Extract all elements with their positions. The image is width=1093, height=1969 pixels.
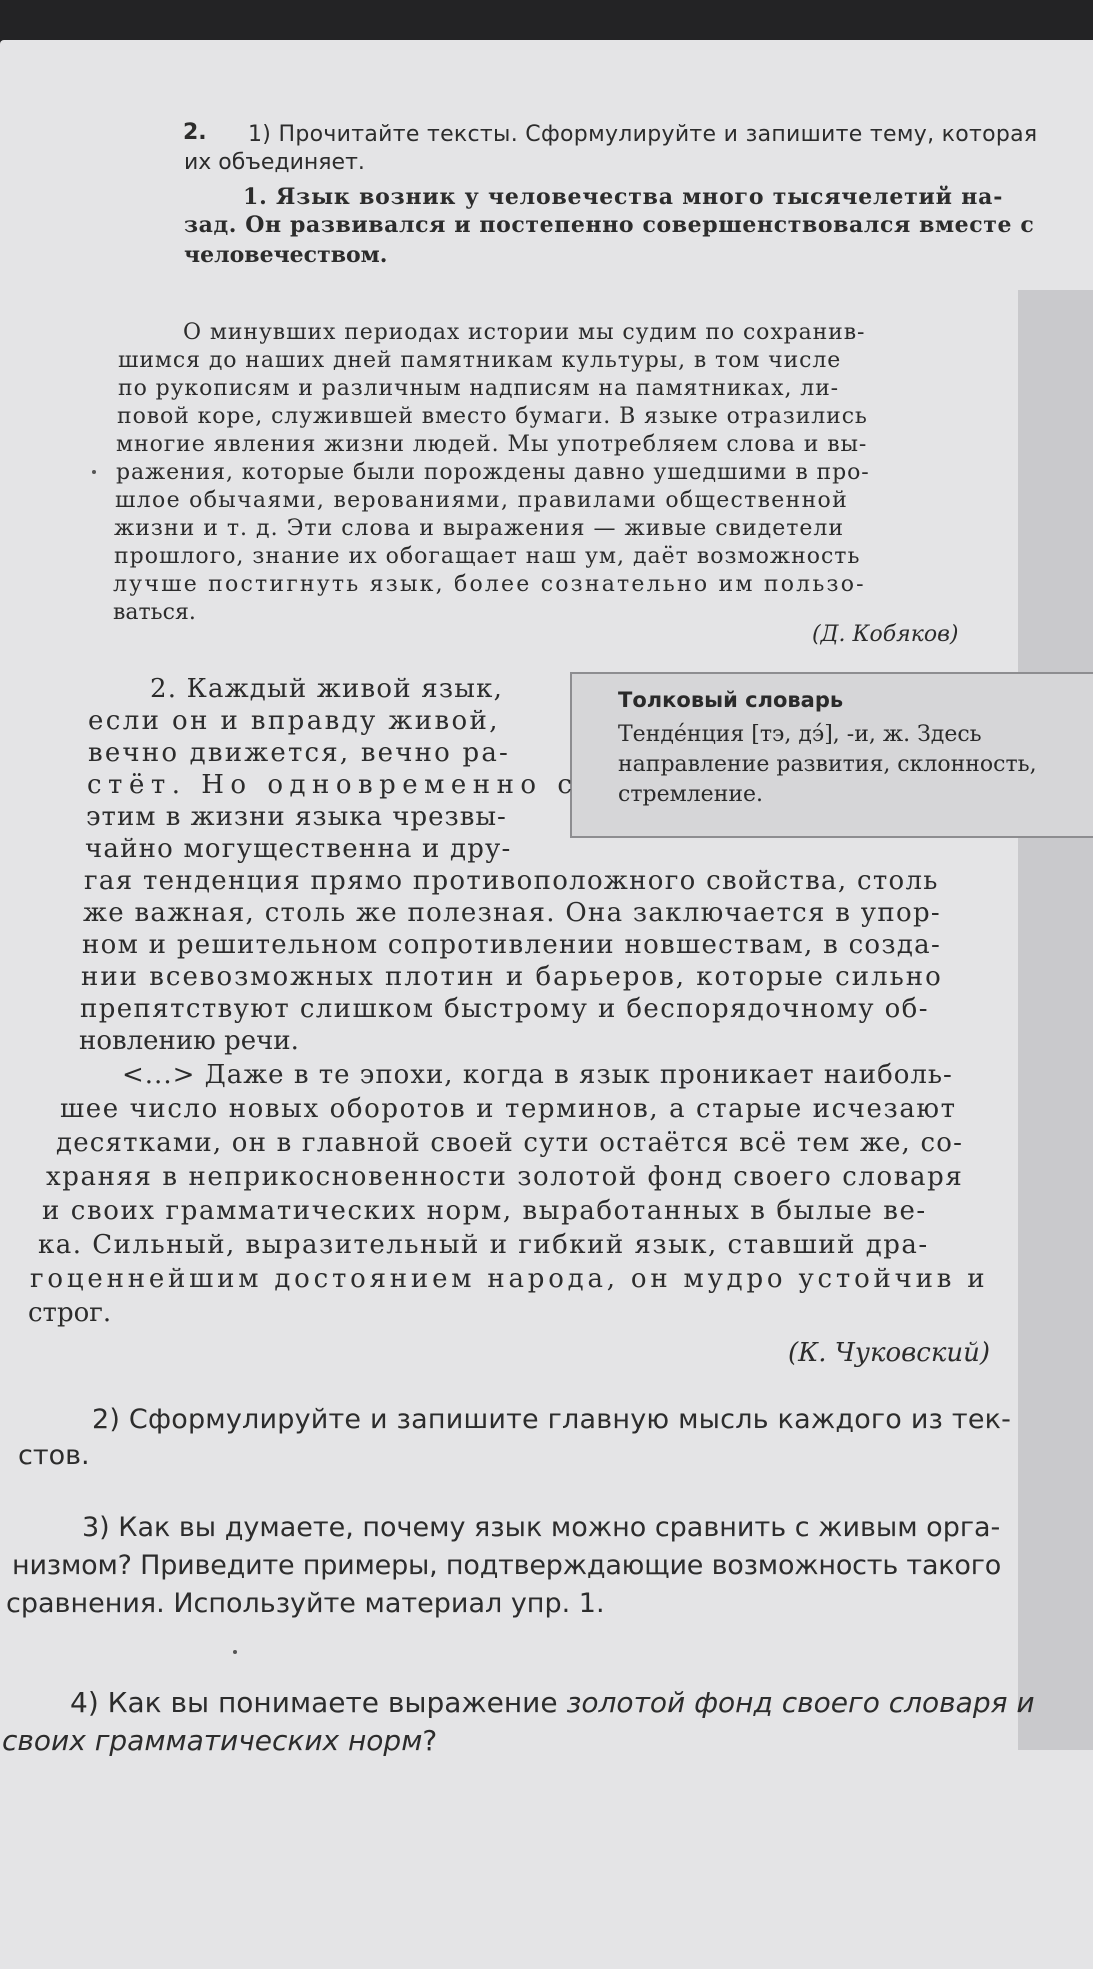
text2-line: же важная, столь же полезная. Она заключается в упор- — [83, 898, 942, 928]
text2-line: если он и вправду живой, — [88, 706, 500, 736]
text1-intro-line: 1. Язык возник у человечества много тысячелетий на- — [243, 184, 1004, 210]
text1-body-line: шимся до наших дней памятникам культуры, в том числе — [118, 348, 842, 373]
dictionary-entry-line: направление развития, склонность, — [618, 752, 1037, 777]
text1-body-line: повой коре, служившей вместо бумаги. В языке отразились — [117, 404, 868, 429]
question-3-line: сравнения. Используйте материал упр. 1. — [6, 1588, 605, 1619]
text1-intro-line: человечеством. — [184, 242, 388, 268]
text2-author: (К. Чуковский) — [788, 1338, 991, 1368]
text2-line: шее число новых оборотов и терминов, а старые исчезают — [60, 1094, 957, 1124]
text1-body-line: лучше постигнуть язык, более сознательно им пользо- — [113, 572, 866, 597]
print-speck — [92, 470, 96, 474]
dictionary-title: Толковый словарь — [618, 688, 844, 712]
question-2-line: 2) Сформулируйте и запишите главную мысль каждого из тек- — [92, 1404, 1012, 1435]
page-edge-shade — [1018, 290, 1093, 1750]
dictionary-entry-line: стремление. — [618, 782, 764, 807]
text1-body-line: ражения, которые были порождены давно ушедшими в про- — [116, 460, 870, 485]
text2-line: новлению речи. — [79, 1026, 299, 1056]
question-3-line: низмом? Приведите примеры, подтверждающие возможность такого — [12, 1550, 1002, 1581]
text2-line: ка. Сильный, выразительный и гибкий язык, ставший дра- — [38, 1230, 929, 1260]
question-2-line: стов. — [18, 1440, 90, 1471]
text1-body-line: ваться. — [113, 600, 196, 625]
text1-body-line: многие явления жизни людей. Мы употребляем слова и вы- — [116, 432, 868, 457]
text2-line: гоценнейшим достоянием народа, он мудро устойчив и — [30, 1264, 989, 1294]
text2-line: и своих грамматических норм, выработанных в былые ве- — [42, 1196, 927, 1226]
text2-line: чайно могущественна и дру- — [85, 834, 512, 864]
text2-line: 2. Каждый живой язык, — [150, 674, 504, 704]
text2-line: вечно движется, вечно ра- — [88, 738, 511, 768]
print-speck — [233, 1650, 237, 1654]
task-number: 2. — [183, 120, 207, 145]
text2-line: гая тенденция прямо противоположного свойства, столь — [84, 866, 939, 896]
text2-line: стёт. Но одновременно с — [87, 770, 579, 800]
text2-line: строг. — [28, 1298, 112, 1328]
text2-line: десятками, он в главной своей сути остаётся всё тем же, со- — [56, 1128, 964, 1158]
text2-line: храняя в неприкосновенности золотой фонд своего словаря — [46, 1162, 964, 1192]
text2-line: <...> Даже в те эпохи, когда в язык проникает наиболь- — [122, 1060, 953, 1090]
text2-line: нии всевозможных плотин и барьеров, которые сильно — [81, 962, 943, 992]
question-3-line: 3) Как вы думаете, почему язык можно сравнить с живым орга- — [82, 1512, 1001, 1543]
question-4-italic-phrase: своих грамматических норм — [2, 1724, 423, 1757]
dictionary-box — [570, 672, 1093, 838]
text2-line: этим в жизни языка чрезвы- — [86, 802, 507, 832]
question-4-text: ? — [422, 1724, 438, 1757]
text1-intro-line: зад. Он развивался и постепенно совершенствовался вместе с — [184, 212, 1035, 238]
question-4-line — [70, 1686, 1035, 1719]
question-4-italic-phrase: золотой фонд своего словаря и — [566, 1686, 1035, 1719]
text1-body-line: шлое обычаями, верованиями, правилами общественной — [115, 488, 849, 513]
text1-body-line: жизни и т. д. Эти слова и выражения — живые свидетели — [114, 516, 845, 541]
text1-body-line: по рукописям и различным надписям на памятниках, ли- — [118, 376, 840, 401]
text2-line: препятствуют слишком быстрому и беспорядочному об- — [80, 994, 929, 1024]
question-1-line-2: их объединяет. — [184, 150, 365, 175]
dictionary-entry-line: Тенде́нция [тэ, дэ́], -и, ж. Здесь — [618, 722, 982, 747]
question-4-text: 4) Как вы понимаете выражение — [70, 1686, 567, 1719]
question-1-line-1: 1) Прочитайте тексты. Сформулируйте и запишите тему, которая — [248, 122, 1038, 147]
text1-body-line: прошлого, знание их обогащает наш ум, даёт возможность — [114, 544, 861, 569]
text1-author: (Д. Кобяков) — [812, 622, 959, 647]
text1-body-line: О минувших периодах истории мы судим по сохранив- — [183, 320, 866, 345]
question-4-line — [2, 1724, 437, 1757]
text2-line: ном и решительном сопротивлении новшествам, в созда- — [82, 930, 942, 960]
